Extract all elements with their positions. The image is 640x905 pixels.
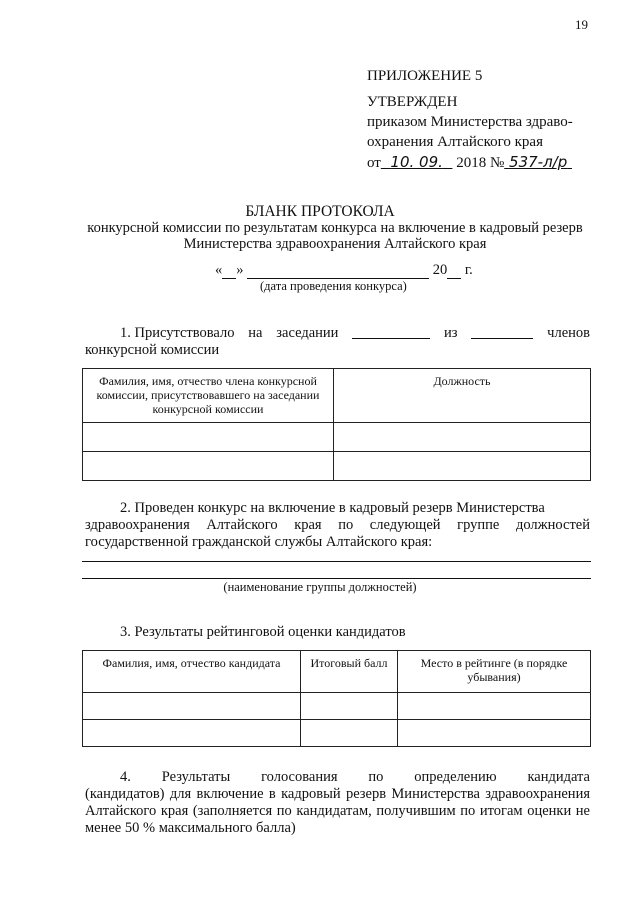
s1-line2: конкурсной комиссии bbox=[85, 342, 220, 358]
group-caption: (наименование группы должностей) bbox=[223, 580, 417, 594]
form-title: БЛАНК ПРОТОКОЛА bbox=[245, 203, 395, 220]
close-quote: » bbox=[236, 262, 244, 278]
total-count-blank[interactable] bbox=[471, 325, 533, 339]
contest-date-line bbox=[215, 262, 473, 279]
table-header-row bbox=[83, 369, 591, 423]
table-cell[interactable] bbox=[83, 452, 334, 481]
approval-block bbox=[367, 66, 573, 173]
month-blank[interactable] bbox=[247, 264, 429, 279]
s1-part5: членов bbox=[547, 325, 590, 341]
section-1 bbox=[85, 325, 590, 359]
form-subtitle: конкурсной комиссии по результатам конкурса на включение в кадровый резерв Министерства здравоохранения Алтайского края bbox=[87, 220, 583, 252]
table-header-row bbox=[83, 651, 591, 693]
open-quote: « bbox=[215, 262, 223, 278]
table-cell[interactable] bbox=[83, 693, 301, 720]
appendix-label: ПРИЛОЖЕНИЕ 5 bbox=[367, 68, 483, 84]
table-cell[interactable] bbox=[301, 720, 398, 747]
rating-table bbox=[82, 650, 591, 747]
order-line-2: охранения Алтайского края bbox=[367, 134, 543, 150]
header-position: Должность bbox=[334, 369, 591, 423]
date-caption: (дата проведения конкурса) bbox=[260, 279, 407, 293]
day-blank[interactable] bbox=[222, 264, 236, 279]
handwritten-number-text: 537-л/р bbox=[509, 153, 568, 171]
s4-rest: (кандидатов) для включение в кадровый резерв Министерства здравоохранения Алтайского края (заполняется по кандидатам, получившим по итогам оценки не менее 50 % максимального балла) bbox=[85, 786, 590, 836]
order-date-line bbox=[367, 152, 573, 173]
table-cell[interactable] bbox=[334, 423, 591, 452]
handwritten-date-text: 10. 09. bbox=[390, 153, 443, 171]
s1-part3: заседании bbox=[276, 325, 339, 341]
s1-part1: 1. Присутствовало bbox=[120, 325, 235, 341]
present-count-blank[interactable] bbox=[352, 325, 430, 339]
header-member-name: Фамилия, имя, отчество члена конкурсной комиссии, присутствовавшего на заседании конкурсной комиссии bbox=[83, 369, 334, 423]
approved-label: УТВЕРЖДЕН bbox=[367, 94, 458, 110]
table-row bbox=[83, 693, 591, 720]
header-rating-place: Место в рейтинге (в порядке убывания) bbox=[398, 651, 591, 693]
s2-first-line: 2. Проведен конкурс на включение в кадровый резерв Министерства bbox=[120, 500, 545, 516]
table-cell[interactable] bbox=[83, 423, 334, 452]
section-3-heading: 3. Результаты рейтинговой оценки кандидатов bbox=[120, 624, 406, 640]
year-suffix: г. bbox=[464, 262, 473, 278]
table-cell[interactable] bbox=[83, 720, 301, 747]
year-prefix: 20 bbox=[432, 262, 448, 278]
handwritten-number bbox=[504, 153, 572, 171]
year-blank[interactable] bbox=[447, 264, 461, 279]
table-row bbox=[83, 423, 591, 452]
s2-rest: здравоохранения Алтайского края по следующей группе должностей государственной гражданской службы Алтайского края: bbox=[85, 517, 590, 550]
group-name-line-1[interactable] bbox=[82, 561, 591, 562]
header-total-score: Итоговый балл bbox=[301, 651, 398, 693]
order-year: 2018 № bbox=[456, 155, 505, 171]
date-prefix: от bbox=[367, 155, 381, 171]
s1-part4: из bbox=[444, 325, 458, 341]
page-number: 19 bbox=[575, 17, 588, 32]
header-candidate-name: Фамилия, имя, отчество кандидата bbox=[83, 651, 301, 693]
commission-members-table bbox=[82, 368, 591, 481]
order-line-1: приказом Министерства здраво- bbox=[367, 114, 573, 130]
section-4 bbox=[85, 769, 590, 837]
table-row bbox=[83, 720, 591, 747]
table-cell[interactable] bbox=[398, 720, 591, 747]
group-name-line-2[interactable] bbox=[82, 578, 591, 579]
table-cell[interactable] bbox=[398, 693, 591, 720]
section-2 bbox=[85, 500, 590, 551]
table-cell[interactable] bbox=[301, 693, 398, 720]
handwritten-date bbox=[381, 153, 453, 171]
table-cell[interactable] bbox=[334, 452, 591, 481]
s4-first-line: 4. Результаты голосования по определению кандидата bbox=[120, 769, 590, 785]
s1-part2: на bbox=[248, 325, 263, 341]
table-row bbox=[83, 452, 591, 481]
